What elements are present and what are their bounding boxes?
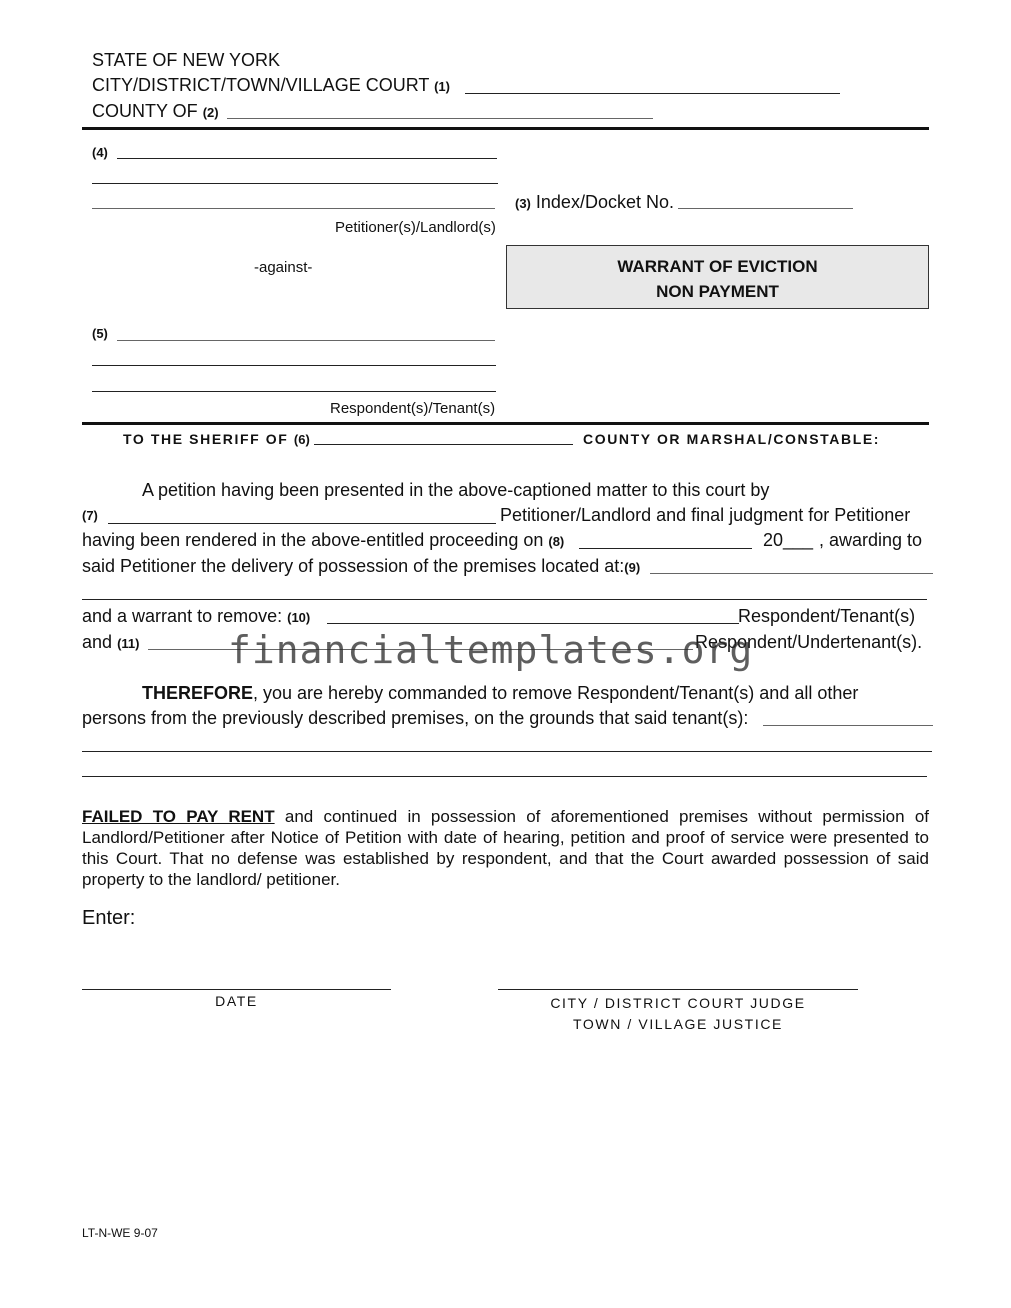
petition-line-1: A petition having been presented in the above-captioned matter to this court by (142, 480, 770, 500)
petitioner-field-line-1[interactable] (117, 158, 497, 159)
respondent-label: Respondent(s)/Tenant(s) (330, 400, 496, 417)
premises-field-line-1[interactable] (650, 573, 933, 574)
document-title-box (506, 245, 929, 309)
grounds-field-line-3[interactable] (82, 776, 927, 777)
field-number-2: (2) (202, 105, 219, 120)
warrant-line (82, 606, 310, 627)
sheriff-county-field[interactable] (314, 444, 573, 445)
judge-label-line-2: TOWN / VILLAGE JUSTICE (573, 1016, 783, 1032)
title-line-1: WARRANT OF EVICTION (617, 257, 818, 276)
sheriff-line (123, 431, 310, 447)
state-heading: STATE OF NEW YORK (92, 50, 281, 70)
petition-line-4 (82, 556, 640, 577)
field-number-8: (8) (548, 534, 565, 549)
court-name-field[interactable] (465, 93, 840, 94)
failed-rest: and continued in possession of aforementioned premises without permission of Landlord/Petitioner after Notice of Petition with date of hearing, petition and proof of service were presented to this Court. That no defense was established by respondent, and that the Court awarded possession of said property to the landlord/ petitioner. (82, 807, 929, 889)
proceeding-label: having been rendered in the above-entitled proceeding on (82, 530, 544, 550)
judge-label-line-1: CITY / DISTRICT COURT JUDGE (550, 995, 806, 1011)
therefore-line-1 (142, 683, 858, 704)
therefore-bold: THEREFORE (142, 683, 254, 703)
petition-line-2-tail: Petitioner/Landlord and final judgment for Petitioner (500, 505, 911, 525)
field-number-5: (5) (92, 326, 108, 341)
warrant-tail: Respondent/Tenant(s) (738, 606, 916, 626)
index-docket (515, 192, 674, 213)
respondent-field-line-3[interactable] (92, 391, 496, 392)
failed-to-pay-paragraph (82, 806, 929, 890)
form-code: LT-N-WE 9-07 (82, 1226, 158, 1240)
failed-bold: FAILED TO PAY RENT (82, 807, 275, 826)
title-line-2: NON PAYMENT (656, 282, 779, 301)
year-field[interactable]: 20___ (763, 530, 814, 550)
field-number-10: (10) (287, 610, 311, 625)
field-number-11: (11) (117, 636, 140, 651)
sheriff-county-label: COUNTY OR MARSHAL/CONSTABLE: (583, 431, 881, 447)
enter-label: Enter: (82, 907, 136, 929)
index-docket-label: Index/Docket No. (535, 192, 674, 212)
and-label: and (82, 632, 113, 652)
county-heading (92, 101, 219, 122)
county-label: COUNTY OF (92, 101, 198, 121)
field-number-1: (1) (434, 79, 450, 94)
petitioner-field-line-2[interactable] (92, 183, 498, 184)
grounds-field-line-2[interactable] (82, 751, 932, 752)
petitioner-label: Petitioner(s)/Landlord(s) (335, 219, 496, 236)
caption-rule (82, 422, 929, 425)
field-number-9: (9) (624, 560, 641, 575)
undertenant-line (82, 632, 139, 653)
tenant-name-field[interactable] (327, 623, 739, 624)
therefore-rest: , you are hereby commanded to remove Respondent/Tenant(s) and all other (253, 683, 859, 703)
premises-label: said Petitioner the delivery of possession of the premises located at: (82, 556, 625, 576)
petitioner-field-line-3[interactable] (92, 208, 495, 209)
field-number-7: (7) (82, 508, 98, 523)
date-label: DATE (215, 993, 258, 1009)
date-signature-line[interactable] (82, 989, 391, 990)
warrant-label: and a warrant to remove: (82, 606, 283, 626)
against-label: -against- (254, 259, 313, 276)
court-label: CITY/DISTRICT/TOWN/VILLAGE COURT (92, 75, 430, 95)
premises-field-line-2[interactable] (82, 599, 927, 600)
petitioner-name-field[interactable] (108, 523, 496, 524)
sheriff-to-label: TO THE SHERIFF OF (123, 431, 289, 447)
court-heading (92, 75, 450, 96)
grounds-field-line-1[interactable] (763, 725, 933, 726)
awarding-label: , awarding to (819, 530, 923, 550)
field-number-3: (3) (515, 196, 531, 211)
undertenant-tail: Respondent/Undertenant(s). (695, 632, 923, 652)
judgment-date-field[interactable] (579, 548, 752, 549)
judge-signature-line[interactable] (498, 989, 858, 990)
petition-line-3 (82, 530, 564, 551)
field-number-4: (4) (92, 145, 108, 160)
respondent-field-line-1[interactable] (117, 340, 495, 341)
index-docket-field[interactable] (678, 208, 853, 209)
header-rule (82, 127, 929, 130)
respondent-field-line-2[interactable] (92, 365, 496, 366)
therefore-line-2: persons from the previously described premises, on the grounds that said tenant(s): (82, 708, 749, 728)
county-name-field[interactable] (227, 118, 653, 119)
watermark-text: financialtemplates.org (228, 628, 754, 672)
field-number-6: (6) (293, 432, 310, 447)
judge-label (498, 993, 858, 1035)
